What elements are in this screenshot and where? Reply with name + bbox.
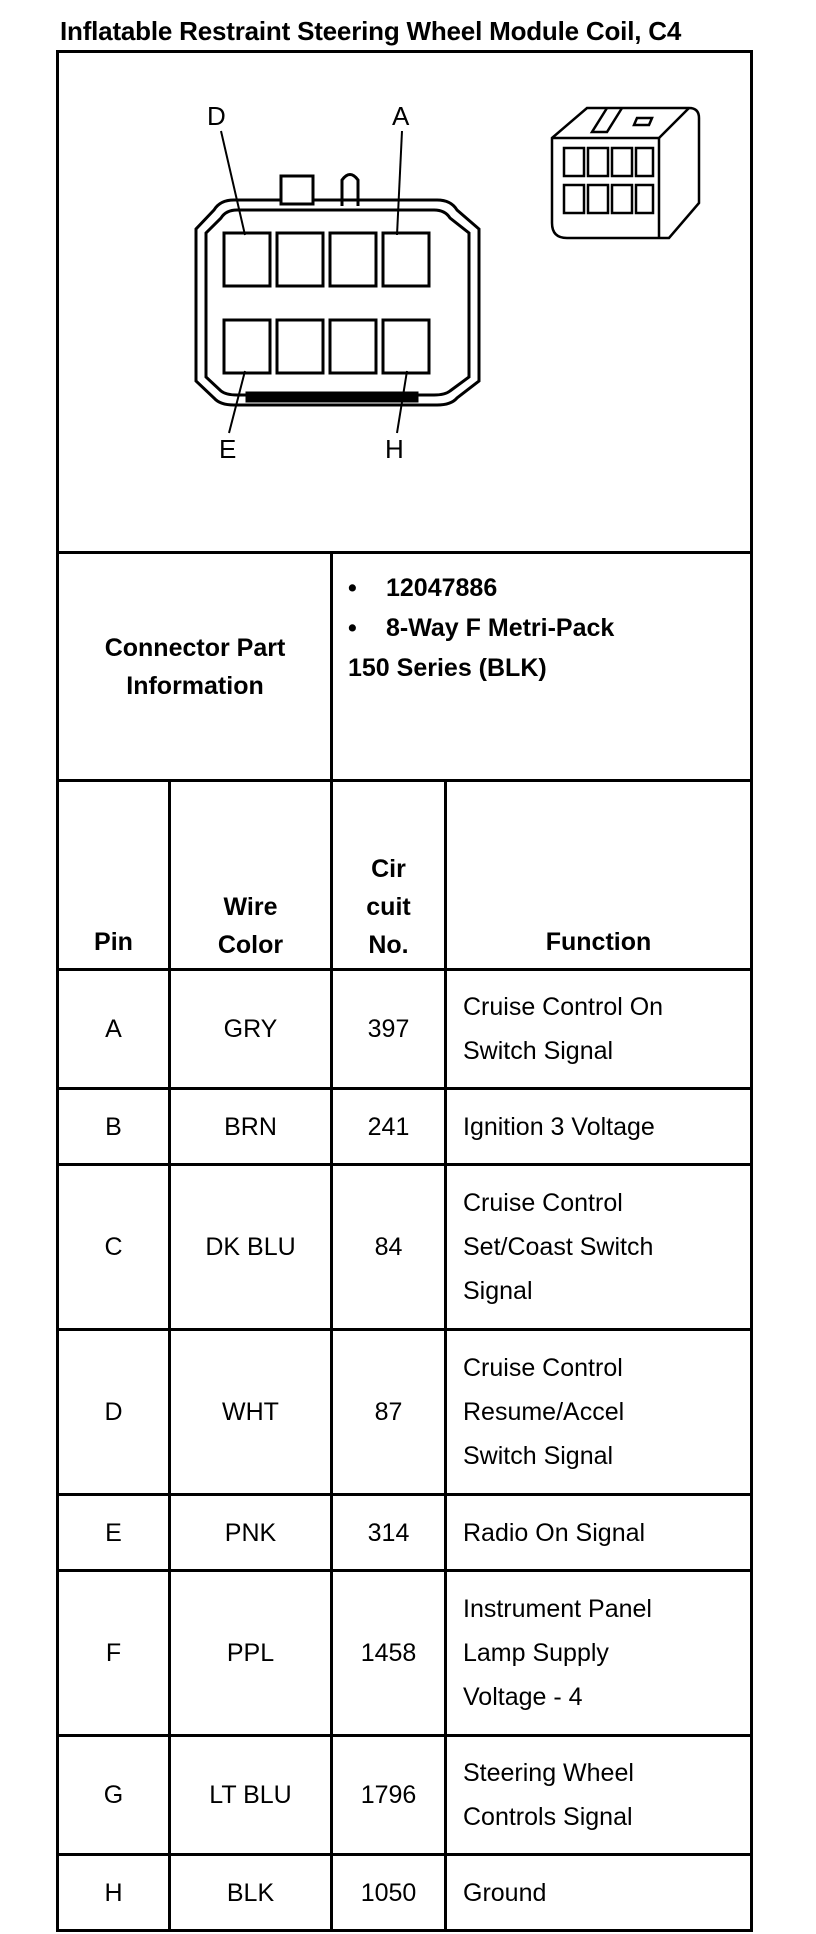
cavity-d [224,233,270,286]
cavity-g [330,320,376,373]
function-line: Cruise Control [463,1189,623,1217]
table-cell-circuit [333,1496,444,1569]
table-cell-pin [59,1166,168,1328]
part-description-item [348,608,614,648]
table-cell-function [447,1166,750,1328]
cell-color-text: PPL [226,1639,275,1667]
cell-circuit-text: 314 [367,1518,410,1547]
header-wire-color-line1: Wire [223,893,278,921]
header-pin-text: Pin [94,928,133,956]
pin-label-d: D [207,101,226,131]
table-cell-function [447,1856,750,1929]
cell-color-text: DK BLU [205,1233,296,1261]
connector-part-info-label-line1: Connector Part [104,633,286,662]
table-cell-circuit [333,971,444,1087]
function-line: Ignition 3 Voltage [463,1112,655,1141]
cell-pin-text: B [105,1112,122,1141]
table-cell-pin [59,1856,168,1929]
header-circuit-line2: cuit [366,893,411,921]
table-cell-function [447,971,750,1087]
rule-row-h [56,1929,753,1932]
leader-e [229,371,245,433]
cell-circuit-text: 1458 [360,1639,417,1667]
cell-pin-text: H [104,1878,123,1907]
table-cell-circuit [333,1856,444,1929]
cell-pin-text: G [103,1781,124,1809]
table-cell-pin [59,971,168,1087]
header-function-text: Function [545,928,652,956]
function-line: Instrument Panel [463,1595,652,1623]
connector-diagram [59,53,750,551]
function-line: Set/Coast Switch [463,1233,654,1261]
cell-circuit-text: 84 [374,1233,403,1261]
function-line: Signal [463,1277,533,1305]
part-number: 12047886 [386,574,498,602]
cavity-c [277,233,323,286]
cavity-a [383,233,429,286]
cell-circuit-text: 87 [374,1398,403,1426]
table-cell-color [171,1737,330,1853]
table-cell-circuit [333,1331,444,1493]
function-line: Ground [463,1878,547,1907]
table-cell-color [171,1496,330,1569]
function-line: Switch Signal [463,1037,614,1065]
cell-pin-text: A [105,1015,122,1043]
table-cell-circuit [333,1166,444,1328]
table-cell-pin [59,1331,168,1493]
connector-isometric-view [552,108,699,238]
cell-color-text: BLK [226,1878,275,1907]
bullet-icon: • [348,614,357,642]
leader-d [221,131,245,235]
table-cell-function [447,1331,750,1493]
header-circuit-line1: Cir [371,855,406,883]
cavity-b [330,233,376,286]
header-circuit-line3: No. [368,931,409,959]
table-cell-color [171,971,330,1087]
table-cell-pin [59,1496,168,1569]
table-cell-pin [59,1572,168,1734]
cell-color-text: PNK [224,1518,277,1547]
table-cell-function [447,1090,750,1163]
function-line: Switch Signal [463,1442,614,1470]
function-line: Resume/Accel [463,1398,625,1426]
part-number-item [348,568,614,608]
header-circuit [333,782,444,968]
table-cell-pin [59,1737,168,1853]
part-description-line1: 8-Way F Metri-Pack [386,614,615,642]
header-function [447,782,750,968]
function-line: Cruise Control [463,1354,623,1382]
cell-color-text: WHT [222,1398,279,1426]
table-cell-circuit [333,1737,444,1853]
function-line: Radio On Signal [463,1518,646,1547]
table-cell-color [171,1331,330,1493]
leader-a [397,131,402,235]
page-title: Inflatable Restraint Steering Wheel Module Coil, C4 [60,16,682,46]
cell-pin-text: C [104,1233,123,1261]
header-wire-color-line2: Color [217,931,284,959]
connector-part-info-list [348,568,614,688]
table-cell-function [447,1572,750,1734]
header-wire-color [171,782,330,968]
table-cell-color [171,1090,330,1163]
table-cell-function [447,1737,750,1853]
cavity-h [383,320,429,373]
table-cell-pin [59,1090,168,1163]
function-line: Steering Wheel [463,1759,634,1787]
connector-part-info-label [59,553,331,780]
cell-pin-text: F [105,1639,122,1667]
cavity-e [224,320,270,373]
cell-pin-text: D [104,1398,123,1426]
header-pin [59,782,168,968]
connector-latch [281,176,313,204]
table-cell-circuit [333,1090,444,1163]
pin-label-e: E [219,434,237,464]
cell-circuit-text: 241 [367,1112,410,1141]
connector-part-info-label-line2: Information [126,671,264,700]
bullet-icon: • [348,574,357,602]
part-description-line2: 150 Series (BLK) [348,654,547,682]
table-cell-color [171,1166,330,1328]
function-line: Voltage - 4 [463,1683,583,1711]
cell-circuit-text: 1796 [360,1781,417,1809]
cell-color-text: LT BLU [209,1781,292,1809]
table-cell-circuit [333,1572,444,1734]
connector-rail [247,393,417,401]
cell-circuit-text: 1050 [360,1878,417,1907]
cell-circuit-text: 397 [367,1015,410,1043]
pin-label-h: H [385,434,404,464]
function-line: Cruise Control On [463,993,664,1021]
table-cell-color [171,1572,330,1734]
cell-color-text: BRN [224,1112,277,1141]
table-cell-function [447,1496,750,1569]
cell-pin-text: E [105,1518,122,1547]
pin-label-a: A [392,101,410,131]
function-line: Lamp Supply [463,1639,609,1667]
function-line: Controls Signal [463,1803,633,1831]
cavity-f [277,320,323,373]
cell-color-text: GRY [223,1015,278,1043]
table-cell-color [171,1856,330,1929]
